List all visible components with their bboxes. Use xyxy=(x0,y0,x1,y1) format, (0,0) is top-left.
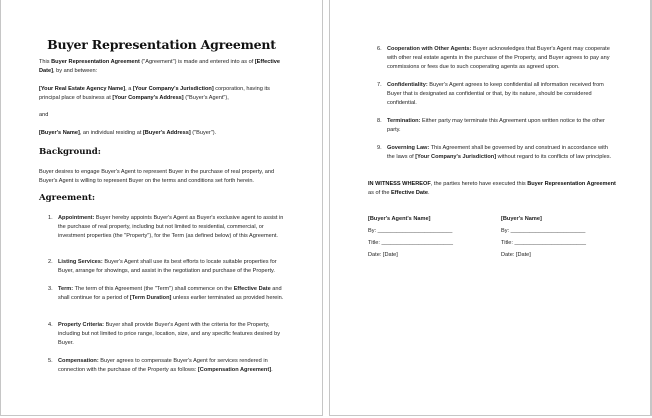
clause-text: Buyer hereby appoints Buyer's Agent as Buyer's exclusive agent to assist in the purchase of real property, including but not limited to residential, commercial, or investment properties (the "Property"), for the Term (as defined below) of this Agreement. xyxy=(58,215,284,239)
signature-block-buyer xyxy=(501,215,586,260)
agreement-heading: Agreement: xyxy=(39,193,96,203)
clause-title: Termination: xyxy=(387,118,421,124)
clause-text: . xyxy=(271,367,273,373)
clause-text: Buyer's Agent shall use its best efforts to locate suitable properties for Buyer, arrange for showings, and assist in the negotiation and purchase of the Property. xyxy=(58,259,277,274)
effective-date-placeholder: [Effective Date] xyxy=(39,59,280,74)
clause-1 xyxy=(48,214,284,241)
clause-8 xyxy=(377,117,615,135)
agreement-name: Buyer Representation Agreement xyxy=(51,59,140,65)
clause-text: Buyer acknowledges that Buyer's Agent may cooperate with other real estate agents in the purchase of the Property, and Buyer agrees to pay any commissions or fees due to such cooperating agents as agreed upon. xyxy=(387,46,610,70)
text: as of the xyxy=(368,190,392,196)
signature-by-line[interactable]: By: ________________________ xyxy=(368,228,453,234)
text: . xyxy=(428,190,430,196)
effective-date-ref: Effective Date xyxy=(233,286,271,292)
text: ("Agreement") is made and entered into as of xyxy=(139,59,255,65)
effective-date-ref: Effective Date xyxy=(391,190,429,196)
clause-text: unless earlier terminated as provided herein. xyxy=(171,295,284,301)
clause-number: 5. xyxy=(48,358,53,364)
clause-2 xyxy=(48,258,284,276)
signer-name: [Buyer's Agent's Name] xyxy=(368,216,431,222)
clause-4 xyxy=(48,321,284,348)
buyer-name-placeholder: [Buyer's Name] xyxy=(39,130,80,136)
intro-paragraph xyxy=(39,58,289,76)
background-heading: Background: xyxy=(39,147,101,157)
signature-date: Date: [Date] xyxy=(368,252,398,258)
document-title: Buyer Representation Agreement xyxy=(47,37,276,52)
signature-block-agent xyxy=(368,215,453,260)
clause-text: The term of this Agreement (the "Term") shall commence on the xyxy=(73,286,234,292)
clause-number: 9. xyxy=(377,145,382,151)
clause-number: 7. xyxy=(377,82,382,88)
clause-text: Buyer's Agent agrees to keep confidential all information received from Buyer that is designated as confidential or that, by its nature, should be considered confidential. xyxy=(387,82,604,106)
buyer-address-placeholder: [Buyer's Address] xyxy=(142,130,191,136)
clause-number: 3. xyxy=(48,286,53,292)
clause-text: Either party may terminate this Agreement upon written notice to the other party. xyxy=(387,118,605,133)
text: , a xyxy=(125,86,133,92)
compensation-placeholder: [Compensation Agreement] xyxy=(197,367,272,373)
clause-text: Buyer shall provide Buyer's Agent with the criteria for the Property, including but not limited to price range, location, size, and any specific features desired by Buyer. xyxy=(58,322,281,346)
signature-by-line[interactable]: By: ________________________ xyxy=(501,228,586,234)
clause-title: Cooperation with Other Agents: xyxy=(387,46,472,52)
clause-number: 6. xyxy=(377,46,382,52)
clause-text: and shall continue for a period of xyxy=(58,286,282,301)
jurisdiction-placeholder: [Your Company's Jurisdiction] xyxy=(415,154,497,160)
clause-number: 2. xyxy=(48,259,53,265)
signature-title-line[interactable]: Title: _______________________ xyxy=(368,240,454,246)
clause-title: Compensation: xyxy=(58,358,99,364)
clause-text: This Agreement shall be governed by and construed in accordance with the laws of xyxy=(387,145,608,160)
and-text: and xyxy=(39,112,49,118)
text: , an individual residing at xyxy=(79,130,143,136)
text: ("Buyer"). xyxy=(190,130,217,136)
address-placeholder: [Your Company's Address] xyxy=(112,95,184,101)
term-duration-placeholder: [Term Duration] xyxy=(129,295,172,301)
witness-paragraph xyxy=(368,180,620,198)
clause-number: 1. xyxy=(48,215,53,221)
text: This xyxy=(39,59,52,65)
witness-lead: IN WITNESS WHEREOF xyxy=(368,181,431,187)
party2-paragraph xyxy=(39,129,289,138)
clause-title: Confidentiality: xyxy=(387,82,428,88)
text: , the parties hereto have executed this xyxy=(430,181,528,187)
clause-6 xyxy=(377,45,615,72)
clause-title: Term: xyxy=(58,286,74,292)
background-text: Buyer desires to engage Buyer's Agent to represent Buyer in the purchase of real property, and Buyer's Agent is willing to represent Buyer on the terms and conditions set forth herein. xyxy=(39,169,275,184)
text: , by and between: xyxy=(53,68,98,74)
clause-7 xyxy=(377,81,615,108)
document-page-1 xyxy=(0,0,323,416)
signature-date: Date: [Date] xyxy=(501,252,531,258)
agency-name-placeholder: [Your Real Estate Agency Name] xyxy=(39,86,126,92)
text: ("Buyer's Agent"), xyxy=(183,95,229,101)
clause-3 xyxy=(48,285,284,303)
clause-9 xyxy=(377,144,615,162)
clause-number: 4. xyxy=(48,322,53,328)
clause-5 xyxy=(48,357,284,375)
clause-text: Buyer agrees to compensate Buyer's Agent for services rendered in connection with the purchase of the Property as follows: xyxy=(58,358,268,373)
agreement-name: Buyer Representation Agreement xyxy=(527,181,616,187)
clause-title: Listing Services: xyxy=(58,259,103,265)
clause-title: Property Criteria: xyxy=(58,322,105,328)
signature-title-line[interactable]: Title: _______________________ xyxy=(501,240,587,246)
clause-title: Appointment: xyxy=(58,215,95,221)
signer-name: [Buyer's Name] xyxy=(501,216,542,222)
document-page-2 xyxy=(329,0,652,416)
clause-text: without regard to its conflicts of law principles. xyxy=(496,154,612,160)
jurisdiction-placeholder: [Your Company's Jurisdiction] xyxy=(132,86,214,92)
text: corporation, having its principal place of business at xyxy=(39,86,270,101)
clause-title: Governing Law: xyxy=(387,145,430,151)
party1-paragraph xyxy=(39,85,289,103)
clause-number: 8. xyxy=(377,118,382,124)
